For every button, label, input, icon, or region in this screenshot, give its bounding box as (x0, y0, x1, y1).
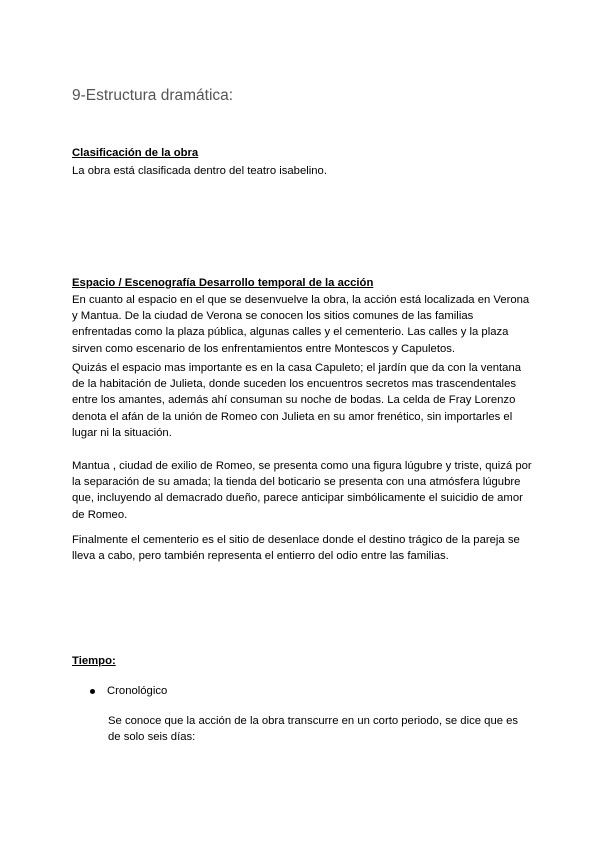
section-heading-espacio: Espacio / Escenografía Desarrollo temporal de la acción (72, 277, 374, 289)
paragraph: En cuanto al espacio en el que se desenvuelve la obra, la acción está localizada en Verona y Mantua. De la ciudad de Verona se conocen los sitios comunes de las familias enfrentadas como la plaza pública, algunas calles y el cementerio. Las calles y la plaza sirven como escenario de los enfrentamientos entre Montescos y Capuletos. (72, 294, 530, 355)
bullet-paragraph: Se conoce que la acción de la obra transcurre en un corto periodo, se dice que es de solo seis días: (108, 715, 519, 744)
bullet-label: Cronológico (107, 685, 168, 697)
section-heading-tiempo: Tiempo: (72, 655, 116, 667)
paragraph: Finalmente el cementerio es el sitio de desenlace donde el destino trágico de la pareja se lleva a cabo, pero también representa el entierro del odio entre las familias. (72, 534, 520, 563)
paragraph: La obra está clasificada dentro del teatro isabelino. (72, 165, 327, 177)
section-heading-clasificacion: Clasificación de la obra (72, 147, 199, 159)
paragraph: Quizás el espacio mas importante es en la casa Capuleto; el jardín que da con la ventana de la habitación de Julieta, donde suceden los encuentros secretos mas trascendentales entre los amantes, además ahí consuman su noche de bodas. La celda de Fray Lorenzo denota el afán de la unión de Romeo con Julieta en su amor frenético, sin importarles el lugar ni la situación. (72, 362, 522, 439)
page-title: 9-Estructura dramática: (72, 87, 234, 104)
paragraph: Mantua , ciudad de exilio de Romeo, se presenta como una figura lúgubre y triste, quizá por la separación de su amada; la tienda del boticario se presenta con una atmósfera lúgubre que, incluyendo al demacrado dueño, parece anticipar simbólicamente el suicidio de amor de Romeo. (72, 460, 532, 521)
bullet-item (90, 685, 167, 697)
bullet-dot-icon (90, 689, 95, 694)
